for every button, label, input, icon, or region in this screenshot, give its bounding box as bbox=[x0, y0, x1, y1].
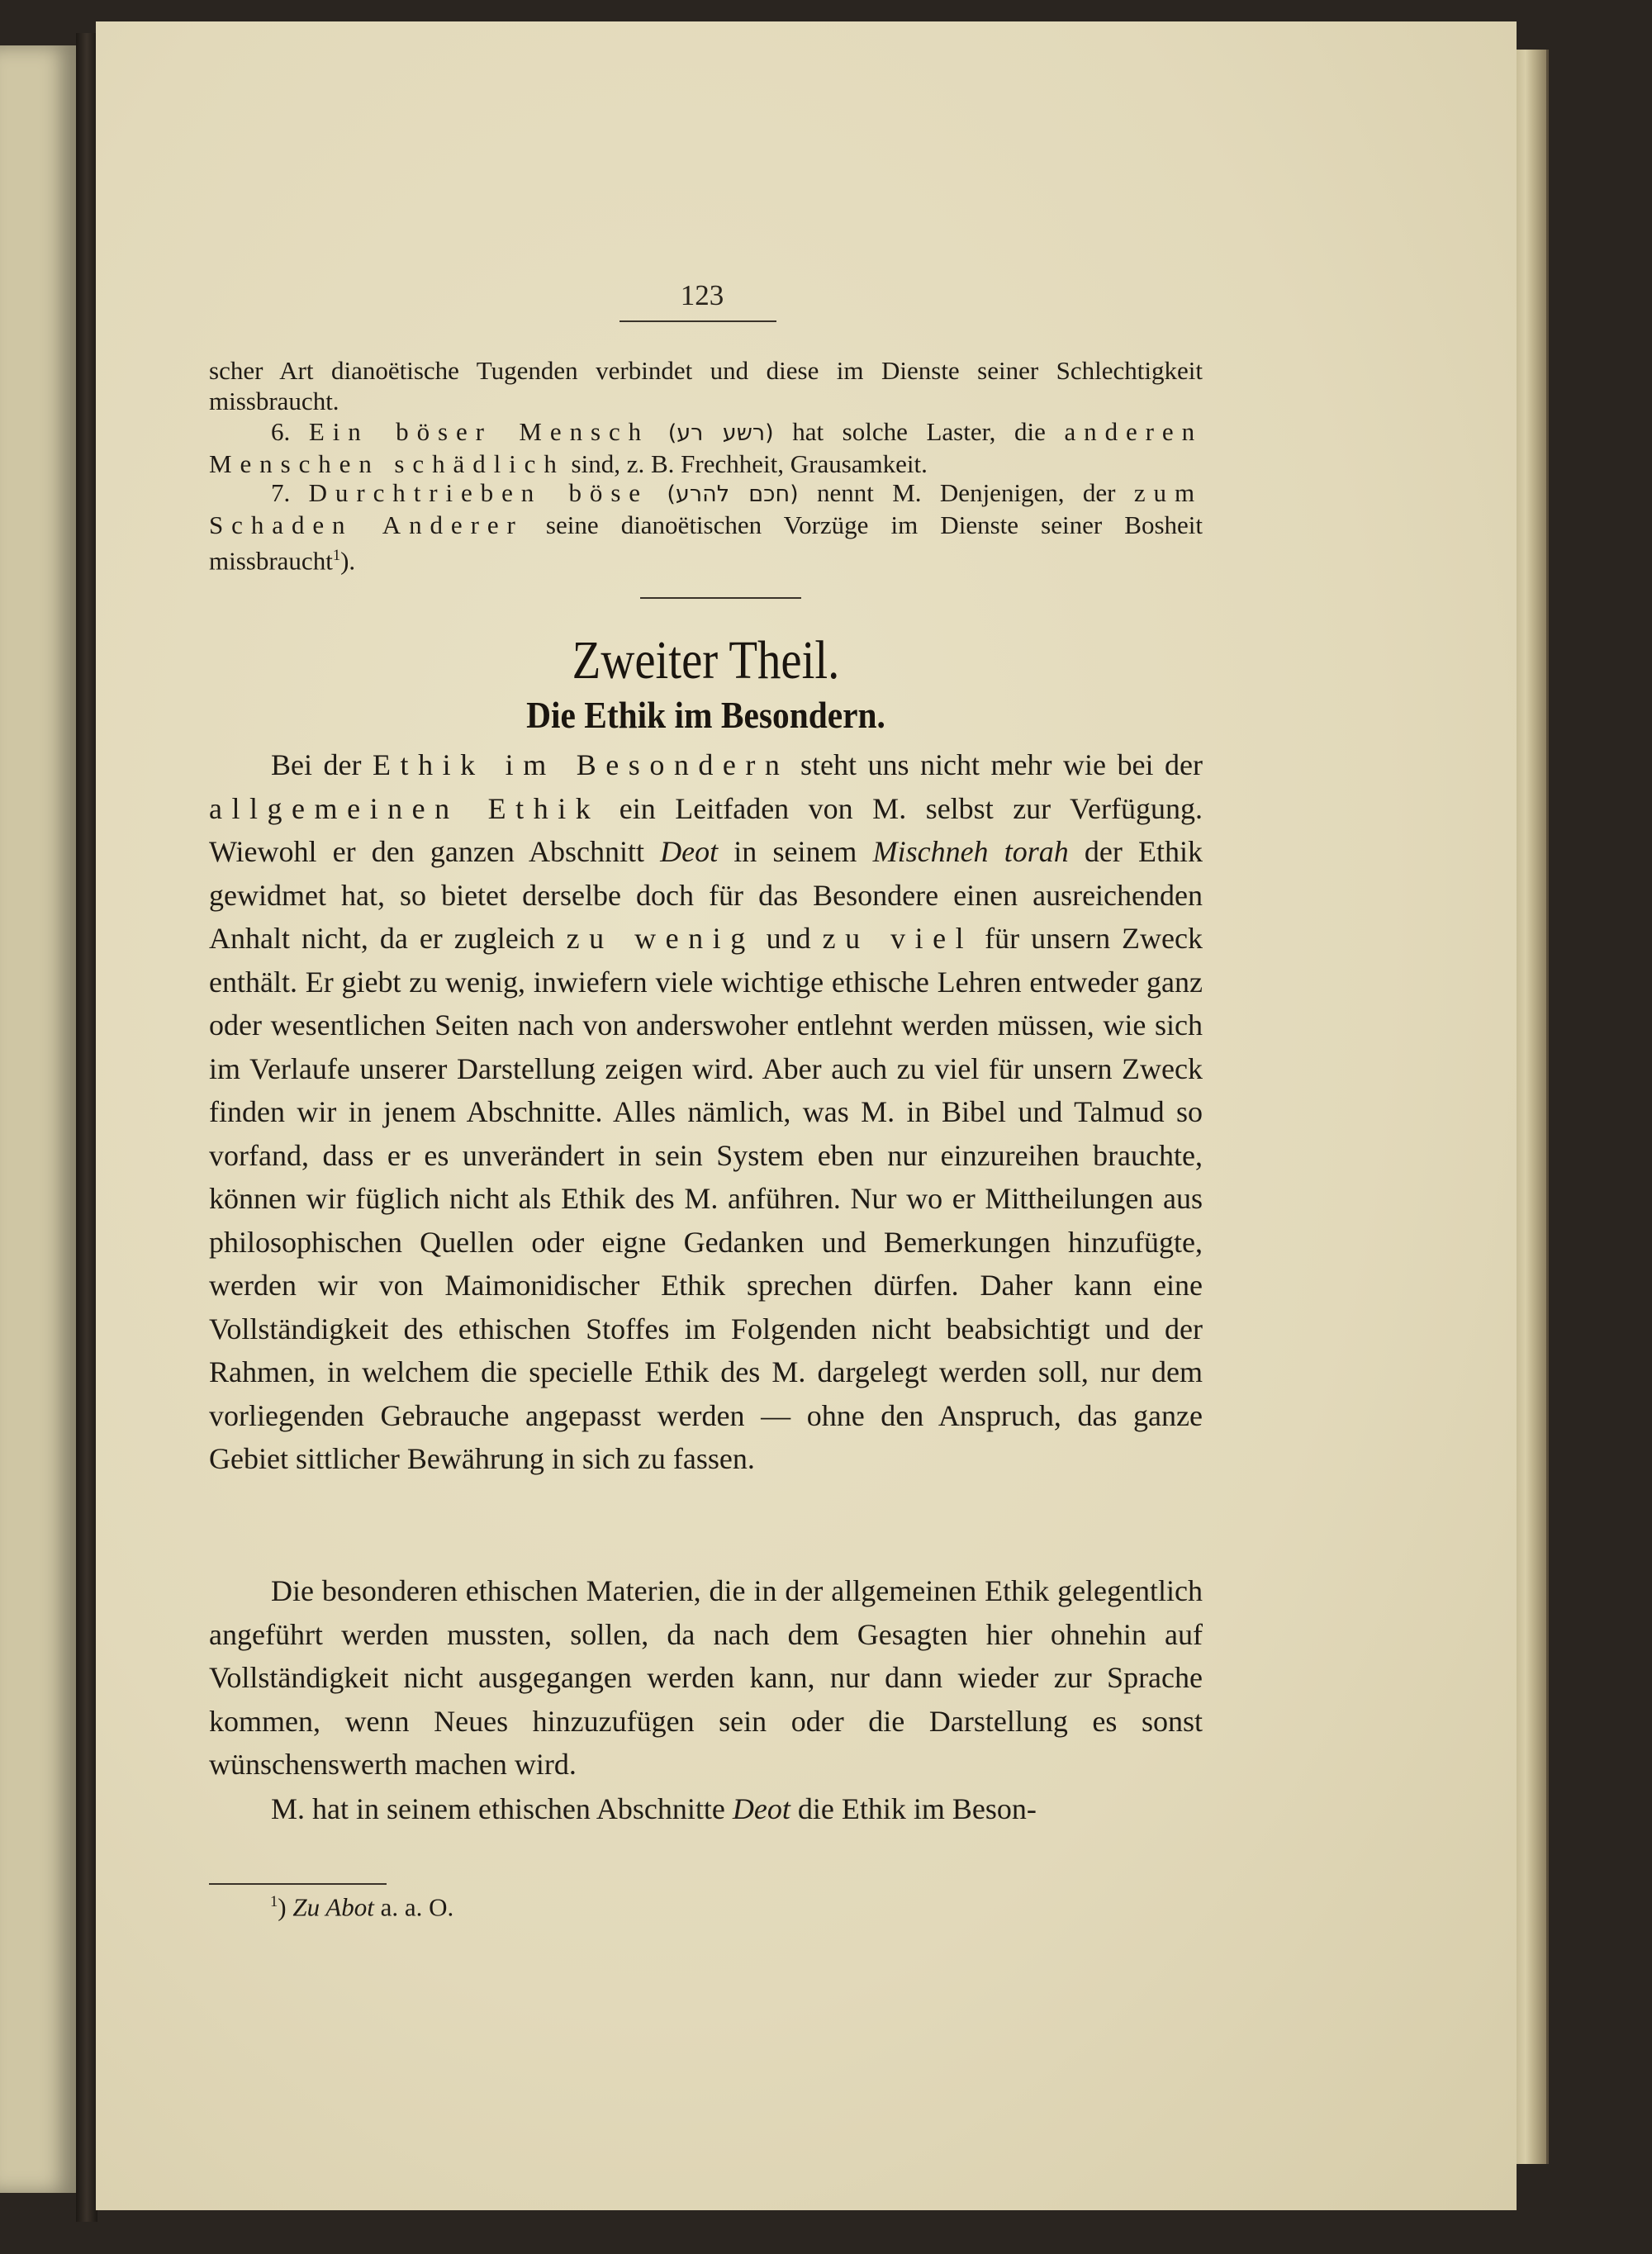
paragraph-text: für unsern Zweck enthält. Er giebt zu wenig, inwiefern viele wichtige ethische Lehren entweder ganz oder wesentlichen Seiten nach von anderswoher entlehnt werden müssen, wie sich im Verlaufe unserer Darstellung zeigen wird. Aber auch zu viel für unsern Zweck finden wir in jenem Abschnitte. Alles nämlich, was M. in Bibel und Talmud so vorfand, dass er es unverändert in sein System eben nur einzureihen brauchte, können wir füglich nicht als Ethik des M. anführen. Nur wo er Mittheilungen aus philosophischen Quellen oder eigne Gedanken und Bemerkungen hinzufügte, werden wir von Maimonidischer Ethik sprechen dürfen. Daher kann eine Vollständigkeit des ethischen Stoffes im Folgenden nicht beabsichtigt und der Rahmen, in welchem die specielle Ethik des M. dargelegt werden soll, nur dem vorliegenden Gebrauche angepasst werden — ohne den Anspruch, das ganze Gebiet sittlicher Bewährung in sich zu fassen. bbox=[209, 922, 1203, 1475]
page-stack-edge bbox=[1517, 50, 1549, 2164]
body-paragraph-1 bbox=[209, 743, 1203, 1481]
paragraph-7 bbox=[209, 477, 1203, 576]
paragraph-text: scher Art dianoëtische Tugenden verbindet und diese im Dienste seiner Schlechtigkeit missbraucht. bbox=[209, 356, 1203, 415]
italic-term: Deot bbox=[732, 1792, 790, 1825]
facing-page-edge bbox=[0, 45, 76, 2193]
spaced-term: Durchtrieben böse bbox=[308, 478, 648, 507]
spaced-term: zu wenig bbox=[566, 922, 755, 955]
paragraph-text: in seinem bbox=[718, 835, 873, 868]
paragraph-6 bbox=[209, 416, 1203, 479]
spaced-term: allgemeinen Ethik bbox=[209, 791, 601, 825]
section-title: Die Ethik im Besondern. bbox=[526, 694, 885, 736]
paragraph-text: hat solche Laster, die bbox=[773, 417, 1065, 446]
paragraph-text: seine dianoëtischen Vorzüge im Dienste seiner Bosheit missbraucht bbox=[209, 510, 1203, 576]
spaced-term: zum Schaden Anderer bbox=[209, 478, 1203, 539]
part-title: Zweiter Theil. bbox=[572, 630, 840, 690]
item-number: 6. bbox=[271, 417, 291, 446]
footnote-italic: Zu Abot bbox=[292, 1892, 374, 1922]
body-paragraph-3 bbox=[209, 1787, 1203, 1831]
paragraph-5-continuation bbox=[209, 355, 1203, 416]
paragraph-text: nennt M. Denjenigen, der bbox=[798, 478, 1134, 507]
paragraph-text: steht uns nicht mehr wie bei der bbox=[789, 748, 1203, 781]
page-number-rule bbox=[620, 320, 776, 322]
section-separator bbox=[640, 597, 801, 599]
footnote-text: a. a. O. bbox=[373, 1892, 454, 1922]
paragraph-text: ). bbox=[340, 546, 356, 576]
footnote-rule bbox=[209, 1883, 387, 1885]
paragraph-text: M. hat in seinem ethischen Abschnitte bbox=[271, 1792, 733, 1825]
paragraph-text: der Ethik gewidmet hat, so bietet derselbe doch für das Besondere einen ausreichenden Anhalt nicht, da er zugleich bbox=[209, 835, 1203, 955]
footnote-paren: ) bbox=[278, 1892, 287, 1922]
spaced-term: anderen Menschen schädlich bbox=[209, 417, 1203, 478]
book-gutter bbox=[76, 33, 97, 2222]
paragraph-text: Die besonderen ethischen Materien, die in der allgemeinen Ethik gelegentlich angeführt werden mussten, sollen, da nach dem Gesagten hier ohnehin auf Vollständigkeit nicht ausgegangen werden kann, nur dann wieder zur Sprache kommen, wenn Neues hinzuzufügen sein oder die Darstellung es sonst wünschenswerth machen wird. bbox=[209, 1574, 1203, 1781]
italic-term: Deot bbox=[660, 835, 719, 868]
paragraph-text: die Ethik im Beson- bbox=[790, 1792, 1037, 1825]
hebrew-term: (חכם להרע) bbox=[667, 482, 799, 507]
footnote-reference: 1 bbox=[332, 547, 341, 564]
footnote-marker: 1 bbox=[270, 1893, 278, 1910]
hebrew-term: (רשע רע) bbox=[667, 420, 774, 446]
spaced-term: Ein böser Mensch bbox=[308, 417, 650, 446]
spaced-term: Ethik im Besondern bbox=[373, 748, 790, 781]
spaced-term: zu viel bbox=[822, 922, 974, 955]
italic-term: Mischneh torah bbox=[872, 835, 1069, 868]
page-number: 123 bbox=[680, 279, 724, 311]
paragraph-text: Bei der bbox=[271, 748, 373, 781]
paragraph-text: ein Leitfaden von M. selbst zur Verfügung. Wiewohl er den ganzen Abschnitt bbox=[209, 791, 1203, 868]
item-number: 7. bbox=[271, 478, 291, 507]
footnote bbox=[270, 1886, 453, 1924]
paragraph-text: sind, z. B. Frechheit, Grausamkeit. bbox=[564, 449, 928, 478]
body-paragraph-2 bbox=[209, 1569, 1203, 1787]
paragraph-text: und bbox=[754, 922, 823, 955]
